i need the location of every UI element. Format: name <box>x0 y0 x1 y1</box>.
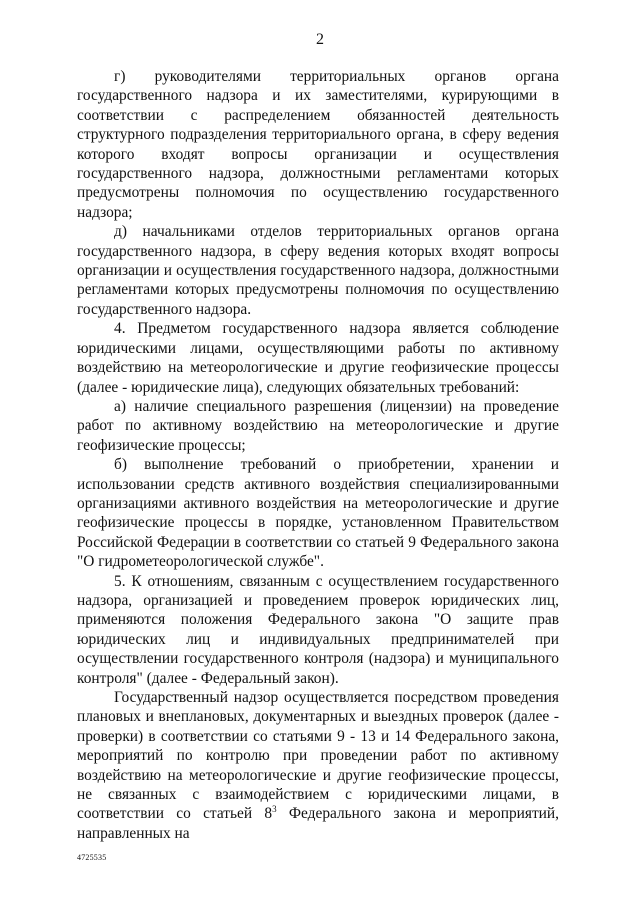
paragraph-d: д) начальниками отделов территориальных органов органа государственного надзора, в сферу ведения которых входят вопросы организации и осуществления государственного надзора, должностными регламентами которых предусмотрены полномочия по осуществлению государственного надзора. <box>77 223 559 318</box>
paragraph-state-supervision <box>77 688 559 843</box>
paragraph-4: 4. Предметом государственного надзора является соблюдение юридическими лицами, осуществляющими работы по активному воздействию на метеорологические и другие геофизические процессы (далее - юридические лица), следующих обязательных требований: <box>77 320 559 396</box>
paragraph-a: а) наличие специального разрешения (лицензии) на проведение работ по активному воздействию на метеорологические и другие геофизические процессы; <box>77 397 559 454</box>
document-body <box>77 67 559 843</box>
page-number: 2 <box>316 31 324 48</box>
document-id: 4725535 <box>77 853 107 862</box>
paragraph-text-before: Государственный надзор осуществляется посредством проведения плановых и внеплановых, документарных и выездных проверок (далее - проверки) в соответствии со статьями 9 - 13 и 14 Федерального закона, мероприятий по контролю при проведении работ по активному воздействию на метеорологические и другие геофизические процессы, не связанных с взаимодействием с юридическими лицами, в соответствии со статьей 8 <box>77 689 559 823</box>
paragraph-g: г) руководителями территориальных органов органа государственного надзора и их заместителями, курирующими в соответствии с распределением обязанностей деятельность структурного подразделения территориального органа, в сферу ведения которого входят вопросы организации и осуществления государственного надзора, должностными регламентами которых предусмотрены полномочия по осуществлению государственного надзора; <box>77 68 559 221</box>
paragraph-text-after: Федерального закона и мероприятий, направленных на <box>77 805 559 842</box>
paragraph-b: б) выполнение требований о приобретении, хранении и использовании средств активного воздействия специализированными организациями активного воздействия на метеорологические и другие геофизические процессы в порядке, установленном Правительством Российской Федерации в соответствии со статьей 9 Федерального закона "О гидрометеорологической службе". <box>77 456 559 571</box>
paragraph-5: 5. К отношениям, связанным с осуществлением государственного надзора, организацией и проведением проверок юридических лиц, применяются положения Федерального закона "О защите прав юридических лиц и индивидуальных предпринимателей при осуществлении государственного контроля (надзора) и муниципального контроля" (далее - Федеральный закон). <box>77 572 559 687</box>
article-superscript: 3 <box>272 804 277 815</box>
